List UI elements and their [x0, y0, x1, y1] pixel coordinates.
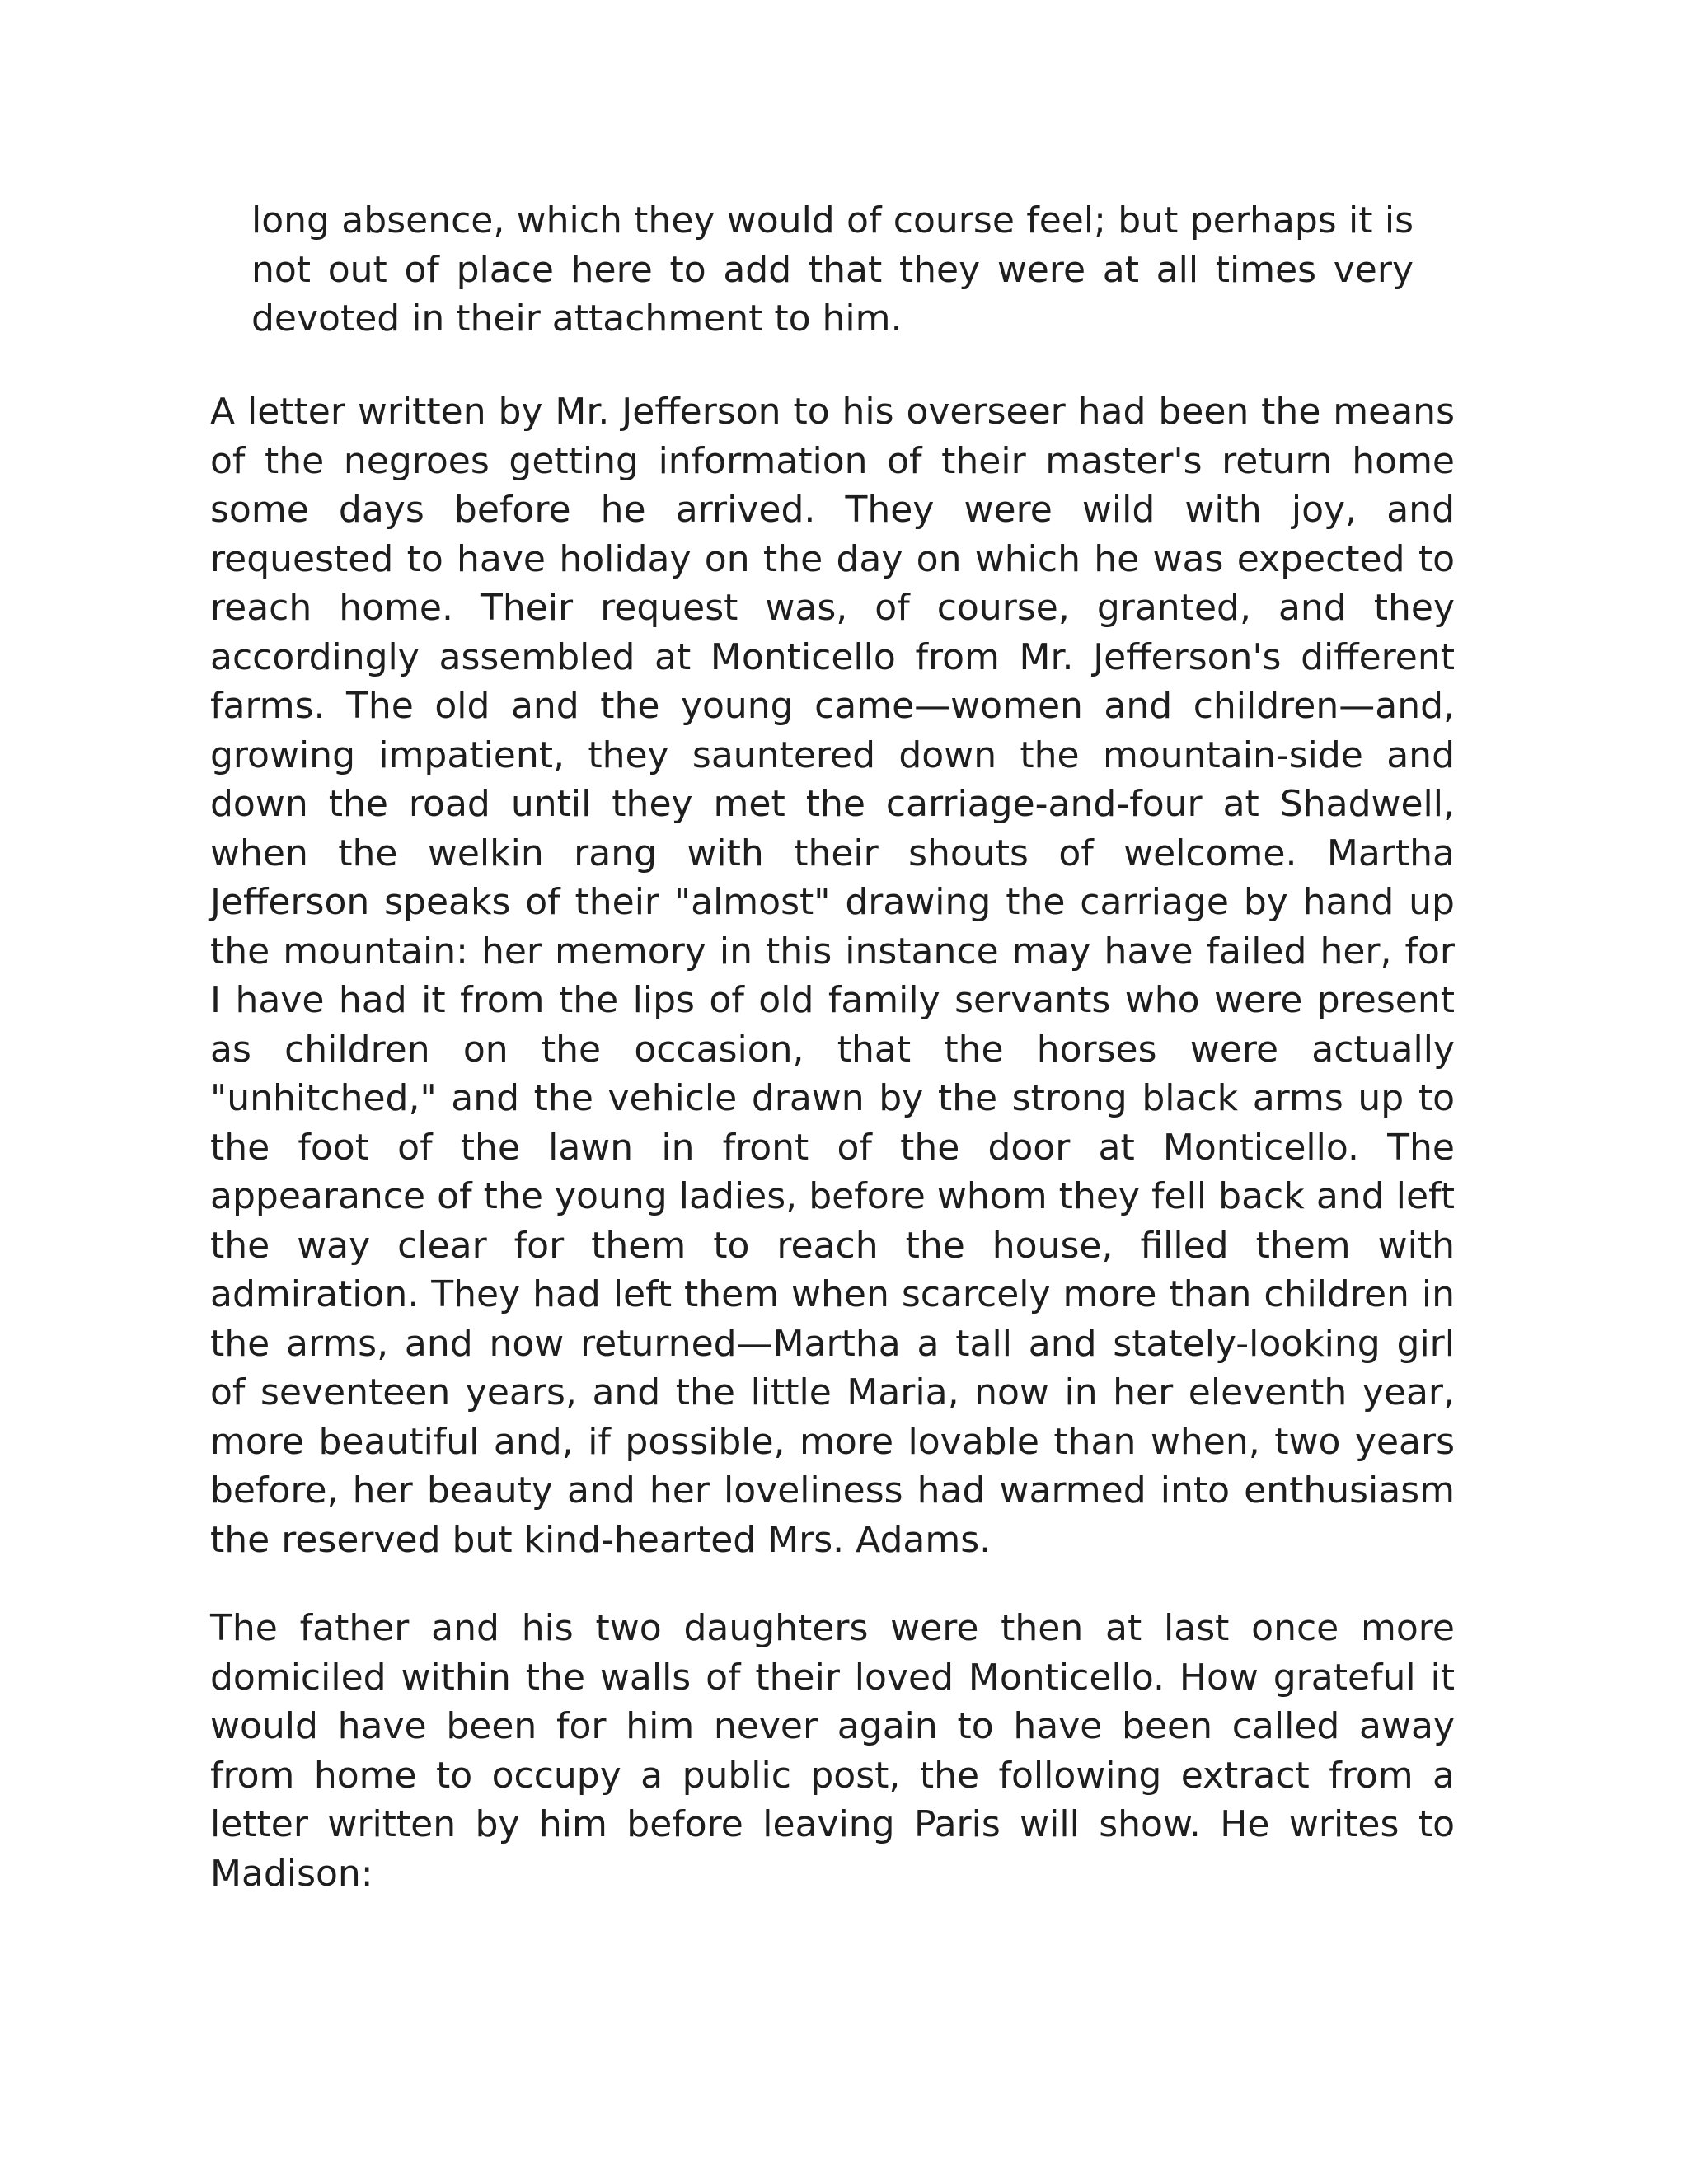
block-quote-continuation: long absence, which they would of course feel; but perhaps it is not out of place here to add that they were at all times very devoted in their attachment to him. [251, 199, 1414, 340]
paragraph-monticello-return: The father and his two daughters were then at last once more domiciled within the walls of their loved Monticello. How grateful it would have been for him never again to have been called away from home to occupy a public post, the following extract from a letter written by him before leaving Paris will show. He writes to Madison: [210, 1607, 1455, 1895]
paragraph-jefferson-homecoming: A letter written by Mr. Jefferson to his overseer had been the means of the negroes getting information of their master's return home some days before he arrived. They were wild with joy, and requested to have holiday on the day on which he was expected to reach home. Their request was, of course, granted, and they accordingly assembled at Monticello from Mr. Jefferson's different farms. The old and the young came—women and children—and, growing impatient, they sauntered down the mountain-side and down the road until they met the carriage-and-four at Shadwell, when the welkin rang with their shouts of welcome. Martha Jefferson speaks of their "almost" drawing the carriage by hand up the mountain: her memory in this instance may have failed her, for I have had it from the lips of old family servants who were present as children on the occasion, that the horses were actually "unhitched," and the vehicle drawn by the strong black arms up to the foot of the lawn in front of the door at Monticello. The appearance of the young ladies, before whom they fell back and left the way clear for them to reach the house, filled them with admiration. They had left them when scarcely more than children in the arms, and now returned—Martha a tall and stately-looking girl of seventeen years, and the little Maria, now in her eleventh year, more beautiful and, if possible, more lovable than when, two years before, her beauty and her loveliness had warmed into enthusiasm the reserved but kind-hearted Mrs. Adams. [210, 391, 1455, 1561]
